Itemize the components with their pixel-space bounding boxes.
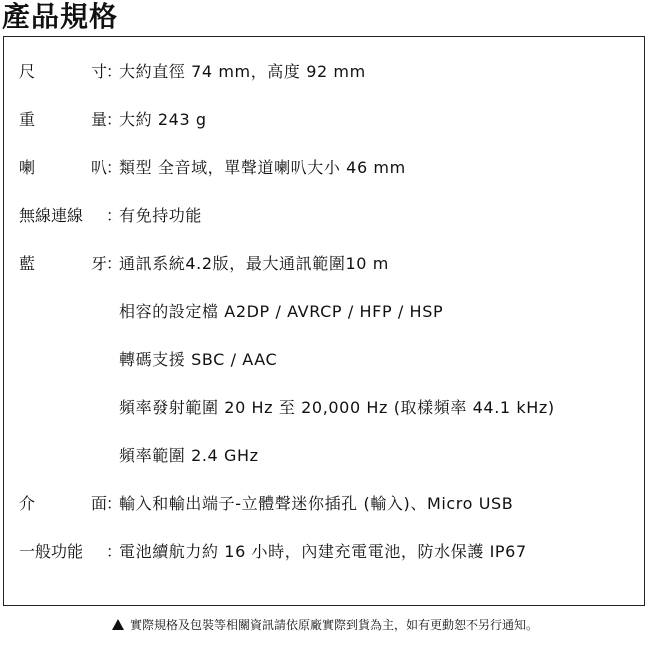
- spec-label-char: 面: [90, 494, 107, 513]
- page-title: 產品規格: [2, 0, 119, 33]
- spec-colon: ：: [106, 110, 123, 129]
- spec-row-general: [4, 540, 644, 564]
- spec-value: 大約直徑 74 mm，高度 92 mm: [119, 62, 366, 81]
- spec-value: 類型 全音域，單聲道喇叭大小 46 mm: [119, 158, 406, 177]
- spec-label-char: 介: [19, 494, 36, 513]
- spec-label: [19, 60, 107, 84]
- spec-value: 轉碼支援 SBC / AAC: [119, 350, 278, 369]
- spec-row-bt-codecs: [4, 348, 644, 372]
- spec-value: 電池續航力約 16 小時，內建充電電池，防水保護 IP67: [119, 542, 527, 561]
- footnote: [0, 617, 650, 633]
- spec-label: [19, 492, 107, 516]
- spec-row-size: [4, 60, 644, 84]
- spec-value: 大約 243 g: [119, 110, 207, 129]
- spec-colon: ：: [106, 62, 123, 81]
- spec-label: [19, 156, 107, 180]
- spec-value: 有免持功能: [119, 206, 203, 225]
- spec-colon: ：: [106, 254, 123, 273]
- spec-label-char: 喇: [19, 158, 36, 177]
- spec-row-bt-freq-range: [4, 444, 644, 468]
- spec-label: [19, 108, 107, 132]
- spec-row-bt-freq-response: [4, 396, 644, 420]
- spec-value: 通訊系統4.2版，最大通訊範圍10 m: [119, 254, 389, 273]
- spec-colon: ：: [106, 494, 123, 513]
- spec-row-bluetooth: [4, 252, 644, 276]
- spec-label-char: 重: [19, 110, 36, 129]
- spec-colon: ：: [106, 206, 123, 225]
- spec-row-interface: [4, 492, 644, 516]
- spec-label-char: 量: [90, 110, 107, 129]
- spec-table: [3, 36, 645, 606]
- spec-label: [19, 252, 107, 276]
- spec-value: 頻率範圍 2.4 GHz: [119, 446, 259, 465]
- spec-row-wireless: [4, 204, 644, 228]
- spec-label-char: 藍: [19, 254, 36, 273]
- spec-row-speaker: [4, 156, 644, 180]
- spec-value: 相容的設定檔 A2DP / AVRCP / HFP / HSP: [119, 302, 444, 321]
- spec-value: 頻率發射範圍 20 Hz 至 20,000 Hz (取樣頻率 44.1 kHz): [119, 398, 555, 417]
- spec-label-char: 牙: [90, 254, 107, 273]
- warning-triangle-icon: [112, 619, 124, 630]
- spec-row-bt-profiles: [4, 300, 644, 324]
- footnote-text: 實際規格及包裝等相關資訊請依原廠實際到貨為主，如有更動恕不另行通知。: [129, 618, 538, 632]
- spec-label-char: 叭: [90, 158, 107, 177]
- spec-label: 無線連線: [19, 206, 84, 225]
- spec-label-char: 尺: [19, 62, 36, 81]
- spec-value: 輸入和輸出端子-立體聲迷你插孔 (輸入)、Micro USB: [119, 494, 514, 513]
- spec-label: 一般功能: [19, 542, 84, 561]
- spec-row-weight: [4, 108, 644, 132]
- spec-colon: ：: [106, 542, 123, 561]
- spec-label-char: 寸: [90, 62, 107, 81]
- spec-colon: ：: [106, 158, 123, 177]
